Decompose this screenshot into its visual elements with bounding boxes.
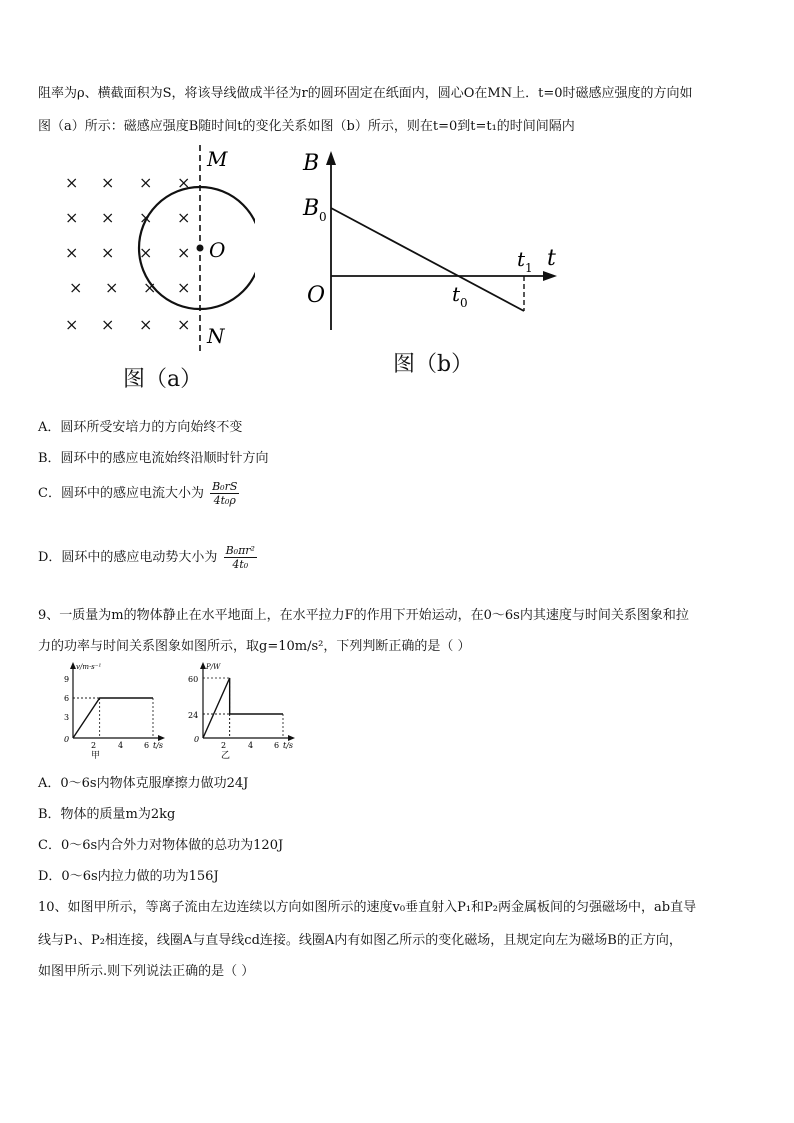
q8-option-c [38, 480, 239, 507]
jia-xtick-4: 4 [118, 741, 124, 750]
jia-caption: 甲 [91, 751, 101, 760]
svg-text:×: × [101, 208, 115, 227]
svg-text:×: × [65, 208, 79, 227]
jia-ytick-3: 3 [64, 713, 70, 722]
jia-xtick-6: 6 [144, 741, 150, 750]
svg-text:×: × [139, 208, 153, 227]
yi-caption: 乙 [221, 751, 231, 760]
label-t0: t [452, 282, 461, 306]
label-O: O [209, 238, 226, 262]
t-axis-arrow-right [543, 271, 557, 281]
svg-text:×: × [177, 278, 191, 297]
yi-dashed-guides [203, 678, 283, 738]
label-t-axis: t [547, 246, 556, 271]
label-t0-sub: 0 [460, 296, 468, 310]
svg-text:×: × [65, 243, 79, 262]
label-B0: B [303, 196, 320, 221]
svg-text:×: × [177, 315, 191, 334]
yi-ytick-24: 24 [188, 711, 199, 720]
figure-a-caption: 图（a） [123, 367, 203, 392]
label-t1-sub: 1 [525, 261, 533, 275]
label-origin-O: O [307, 283, 326, 308]
q9-option-b: B．物体的质量m为2kg [38, 807, 176, 822]
yi-series-line [203, 678, 283, 738]
q10-stem-line1: 10、如图甲所示，等离子流由左边连续以方向如图所示的速度v₀垂直射入P₁和P₂两金属板间的匀强磁场中，ab直导 [38, 900, 697, 915]
fraction-denominator: 4t₀ρ [213, 494, 236, 507]
fraction-numerator: B₀rS [212, 480, 238, 493]
fraction-numerator: B₀πr² [225, 544, 255, 557]
magnetic-field-crosses [65, 173, 190, 334]
q8-option-c-fraction [210, 480, 239, 507]
jia-origin: 0 [64, 735, 70, 744]
yi-xtick-2: 2 [221, 741, 227, 750]
svg-text:×: × [143, 278, 157, 297]
svg-text:×: × [65, 173, 79, 192]
svg-text:×: × [139, 173, 153, 192]
q10-stem-line2: 线与P₁、P₂相连接，线圈A与直导线cd连接。线圈A内有如图乙所示的变化磁场，且规定向左为磁场B的正方向， [38, 933, 682, 948]
figure-b-caption: 图（b） [393, 352, 474, 377]
label-B: B [303, 151, 320, 176]
chart-jia [55, 660, 170, 760]
q9-option-c: C．0～6s内合外力对物体做的总功为120J [38, 838, 284, 853]
jia-ytick-9: 9 [64, 675, 70, 684]
jia-ytick-6: 6 [64, 694, 70, 703]
jia-dashed-guides [73, 698, 153, 738]
b-axis-arrow-up [326, 151, 336, 165]
fraction-denominator: 4t₀ [232, 558, 249, 571]
q8-stem-line1: 阻率为ρ、横截面积为S，将该导线做成半径为r的圆环固定在纸面内，圆心O在MN上．t=0时磁感应强度的方向如 [38, 86, 693, 101]
svg-text:×: × [101, 315, 115, 334]
svg-text:×: × [177, 243, 191, 262]
q8-option-d [38, 544, 257, 571]
q9-option-a: A．0～6s内物体克服摩擦力做功24J [38, 776, 249, 791]
chart-yi [185, 660, 300, 760]
yi-xtick-4: 4 [248, 741, 254, 750]
q9-stem-line1: 9、一质量为m的物体静止在水平地面上，在水平拉力F的作用下开始运动，在0～6s内其速度与时间关系图象和拉 [38, 608, 689, 623]
yi-ytick-60: 60 [188, 675, 199, 684]
q8-option-d-text: D．圆环中的感应电动势大小为 [38, 550, 218, 565]
svg-text:×: × [177, 173, 191, 192]
jia-xtick-2: 2 [91, 741, 97, 750]
q8-option-a: A．圆环所受安培力的方向始终不变 [38, 420, 243, 435]
figure-a [55, 140, 255, 355]
q9-stem-line2: 力的功率与时间关系图象如图所示，取g=10m/s²，下列判断正确的是（ ） [38, 639, 471, 654]
svg-text:×: × [69, 278, 83, 297]
svg-text:×: × [65, 315, 79, 334]
yi-xtick-6: 6 [274, 741, 280, 750]
jia-ylabel: v/m·s⁻¹ [76, 663, 102, 671]
svg-text:×: × [139, 243, 153, 262]
label-B0-sub: 0 [319, 210, 327, 224]
yi-origin: 0 [194, 735, 200, 744]
label-N: N [207, 324, 225, 348]
yi-ylabel: P/W [206, 663, 221, 671]
svg-text:×: × [101, 173, 115, 192]
label-M: M [207, 147, 228, 171]
jia-xlabel: t/s [153, 741, 164, 750]
svg-text:×: × [101, 243, 115, 262]
yi-xlabel: t/s [283, 741, 294, 750]
q10-stem-line3: 如图甲所示.则下列说法正确的是（ ） [38, 964, 255, 979]
svg-text:×: × [177, 208, 191, 227]
svg-text:×: × [105, 278, 119, 297]
svg-text:×: × [139, 315, 153, 334]
q8-stem-line2: 图（a）所示：磁感应强度B随时间t的变化关系如图（b）所示，则在t=0到t=t₁的时间间隔内 [38, 119, 575, 134]
figure-b [295, 145, 565, 340]
center-point [197, 245, 204, 252]
q8-option-c-text: C．圆环中的感应电流大小为 [38, 486, 204, 501]
b-t-graph-line [331, 208, 524, 311]
jia-series-line [73, 698, 153, 738]
q8-option-d-fraction [224, 544, 257, 571]
q9-option-d: D．0～6s内拉力做的功为156J [38, 869, 219, 884]
q8-option-b: B．圆环中的感应电流始终沿顺时针方向 [38, 451, 269, 466]
label-t1: t [517, 247, 526, 271]
